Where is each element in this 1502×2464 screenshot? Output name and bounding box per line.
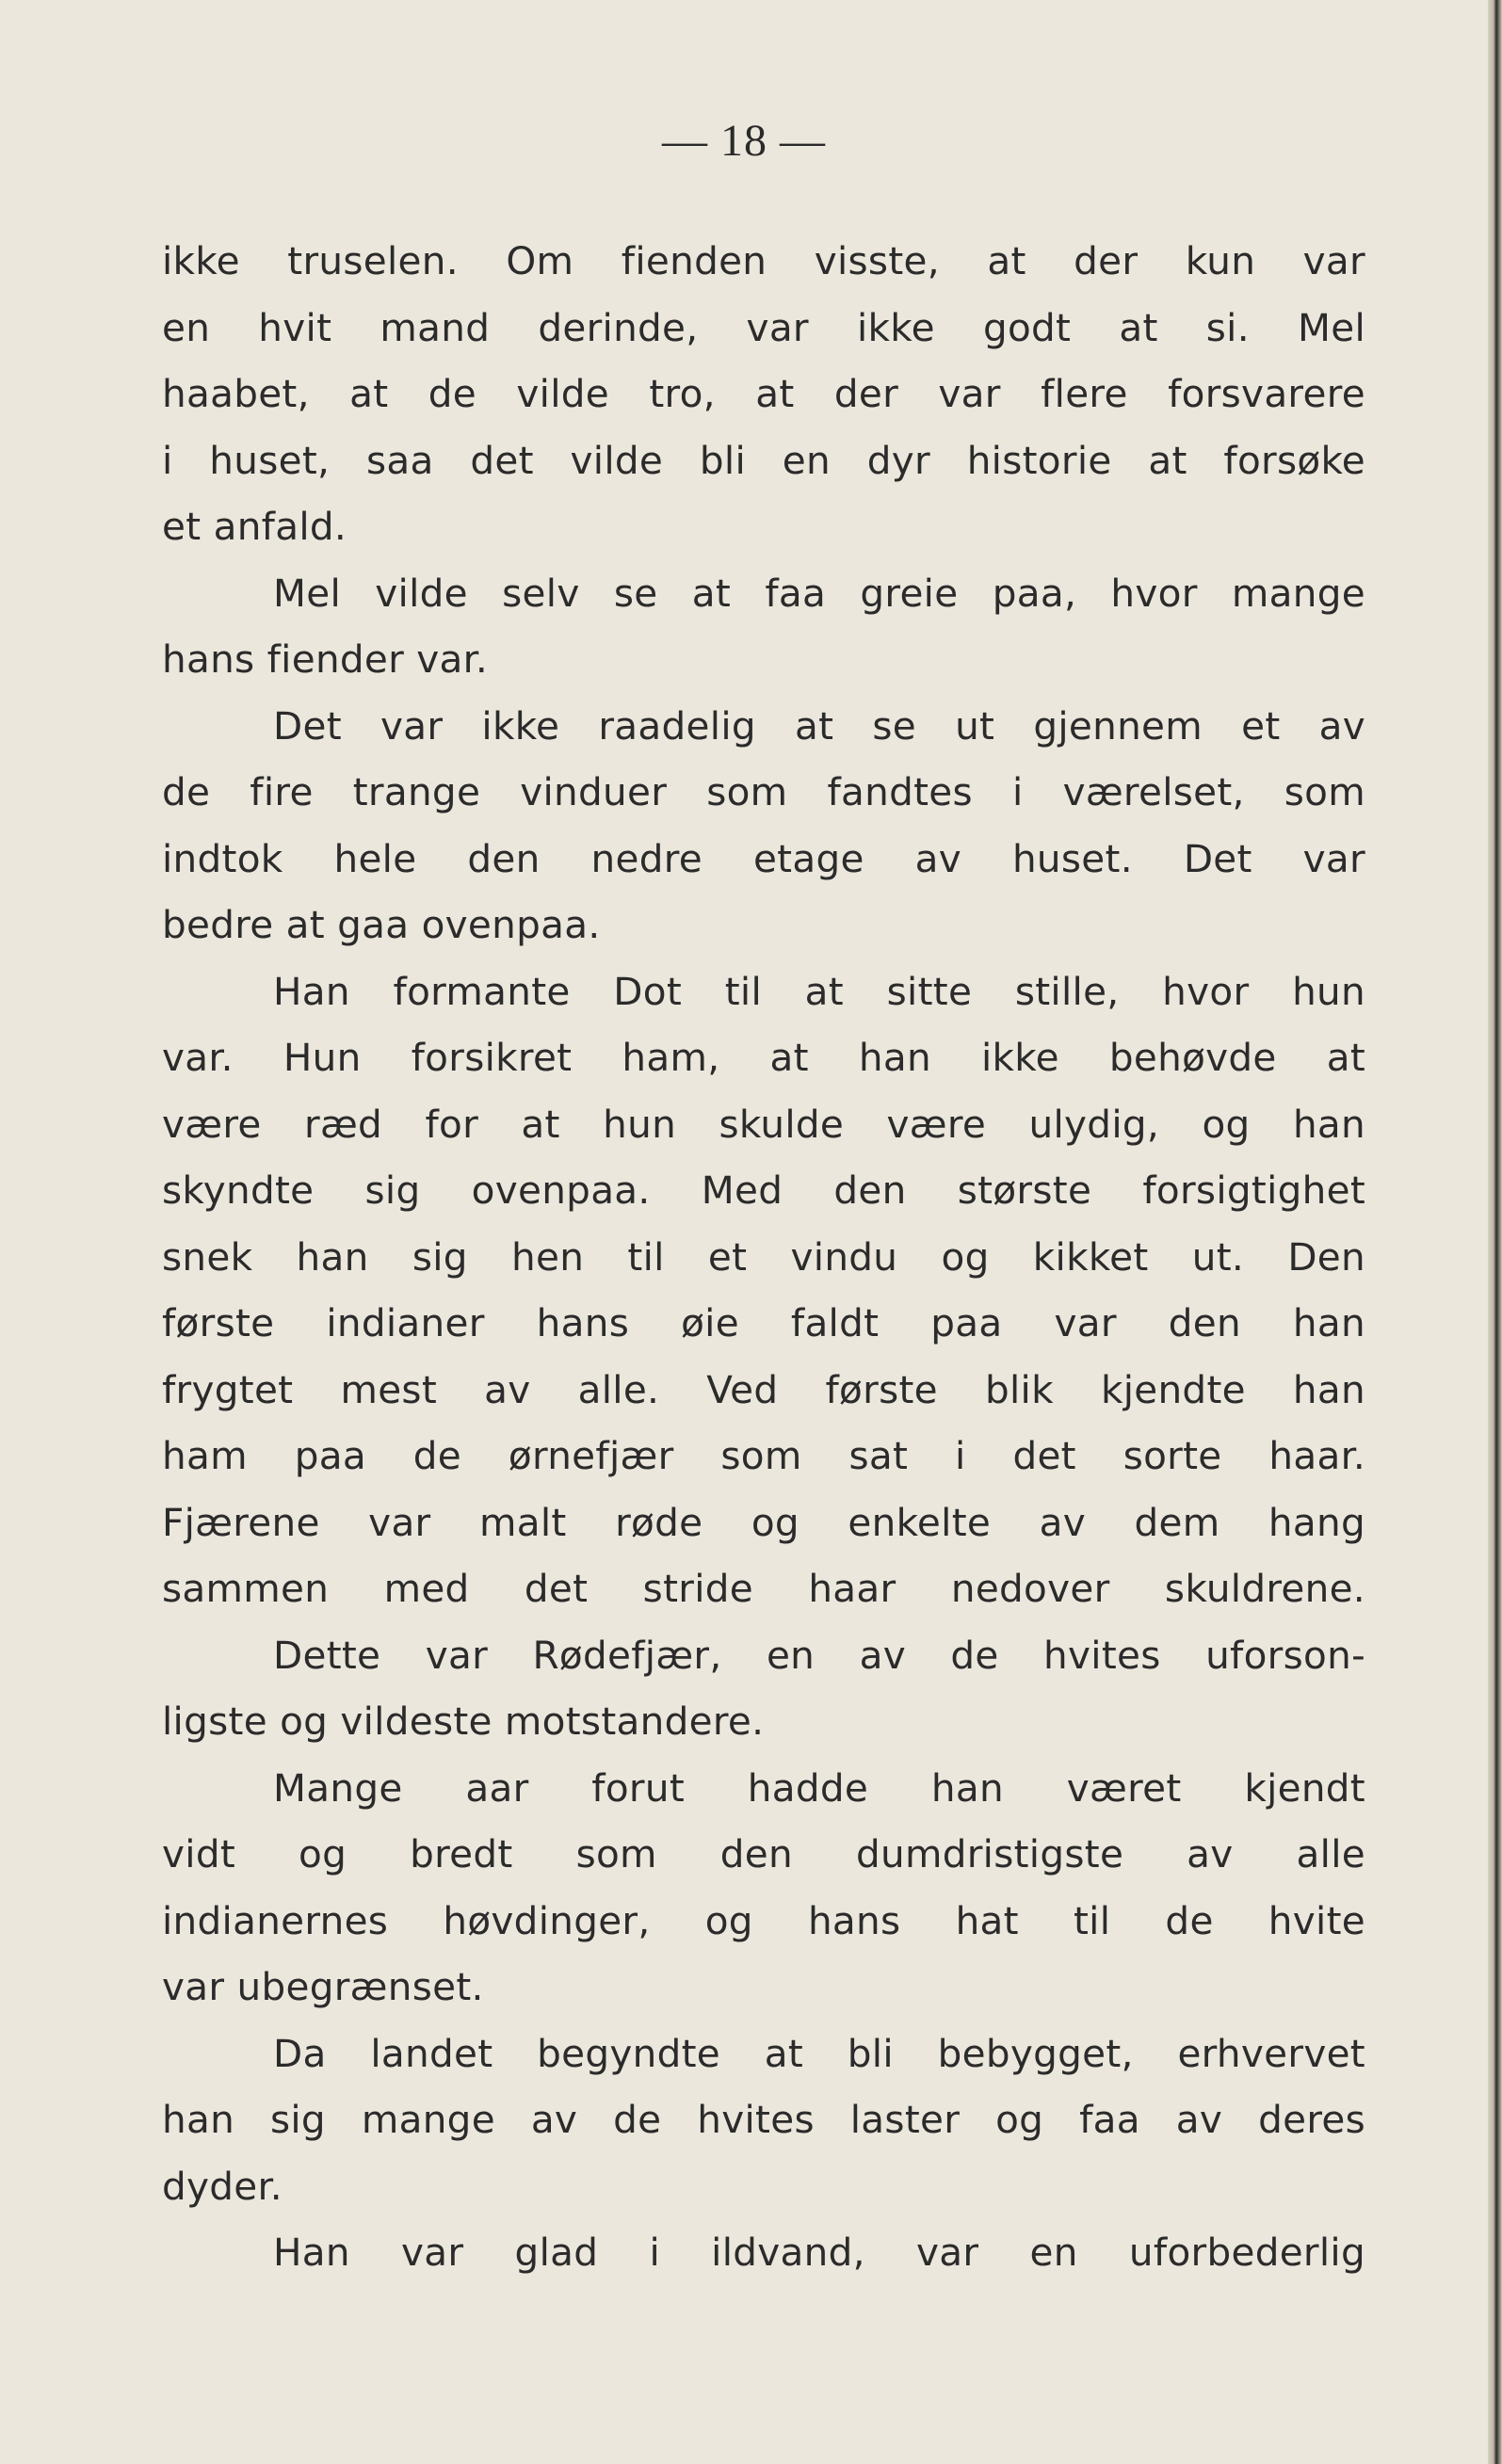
text-line: en hvit mand derinde, var ikke godt at si. Mel	[162, 304, 1365, 350]
text-line: sammen med det stride haar nedover skuldrene.	[162, 1566, 1365, 1611]
text-line: et anfald.	[162, 504, 347, 549]
text-line: indianernes høvdinger, og hans hat til de hvite	[162, 1897, 1365, 1943]
text-line: haabet, at de vilde tro, at der var flere forsvarere	[162, 371, 1365, 416]
text-line: snek han sig hen til et vindu og kikket ut. Den	[162, 1233, 1365, 1280]
text-line: frygtet mest av alle. Ved første blik kjendte han	[162, 1366, 1365, 1412]
text-line: vidt og bredt som den dumdristigste av alle	[162, 1831, 1365, 1876]
text-line: Mange aar forut hadde han været kjendt	[273, 1764, 1365, 1811]
page-edge	[1488, 0, 1502, 2464]
text-line: Mel vilde selv se at faa greie paa, hvor mange	[273, 570, 1365, 616]
text-line: dyder.	[162, 2163, 283, 2209]
text-line: hans fiender var.	[162, 636, 489, 682]
text-line: ikke truselen. Om fienden visste, at der kun var	[162, 238, 1365, 283]
text-line: skyndte sig ovenpaa. Med den største forsigtighet	[162, 1168, 1365, 1213]
text-line: var ubegrænset.	[162, 1964, 484, 2009]
text-line: han sig mange av de hvites laster og faa av deres	[162, 2097, 1365, 2142]
text-line: Han var glad i ildvand, var en uforbederlig	[273, 2230, 1365, 2275]
text-line: Da landet begyndte at bli bebygget, erhvervet	[273, 2030, 1365, 2076]
text-line: første indianer hans øie faldt paa var den han	[162, 1300, 1365, 1345]
text-line: ham paa de ørnefjær som sat i det sorte haar.	[162, 1433, 1365, 1478]
text-line: være ræd for at hun skulde være ulydig, og han	[162, 1101, 1365, 1147]
body-text	[162, 228, 1365, 2286]
text-line: var. Hun forsikret ham, at han ikke behøvde at	[162, 1035, 1365, 1080]
text-line: bedre at gaa ovenpaa.	[162, 902, 601, 947]
text-line: Fjærene var malt røde og enkelte av dem hang	[162, 1499, 1365, 1545]
text-line: Dette var Rødefjær, en av de hvites uforson-	[273, 1632, 1365, 1678]
text-line: de fire trange vinduer som fandtes i værelset, som	[162, 769, 1365, 814]
text-line: Det var ikke raadelig at se ut gjennem et av	[273, 702, 1365, 749]
text-line: indtok hele den nedre etage av huset. Det var	[162, 835, 1365, 881]
text-line: ligste og vildeste motstandere.	[162, 1699, 765, 1744]
text-line: Han formante Dot til at sitte stille, hvor hun	[273, 968, 1365, 1014]
page-number: — 18 —	[662, 116, 826, 166]
text-line: i huset, saa det vilde bli en dyr historie at forsøke	[162, 437, 1365, 483]
